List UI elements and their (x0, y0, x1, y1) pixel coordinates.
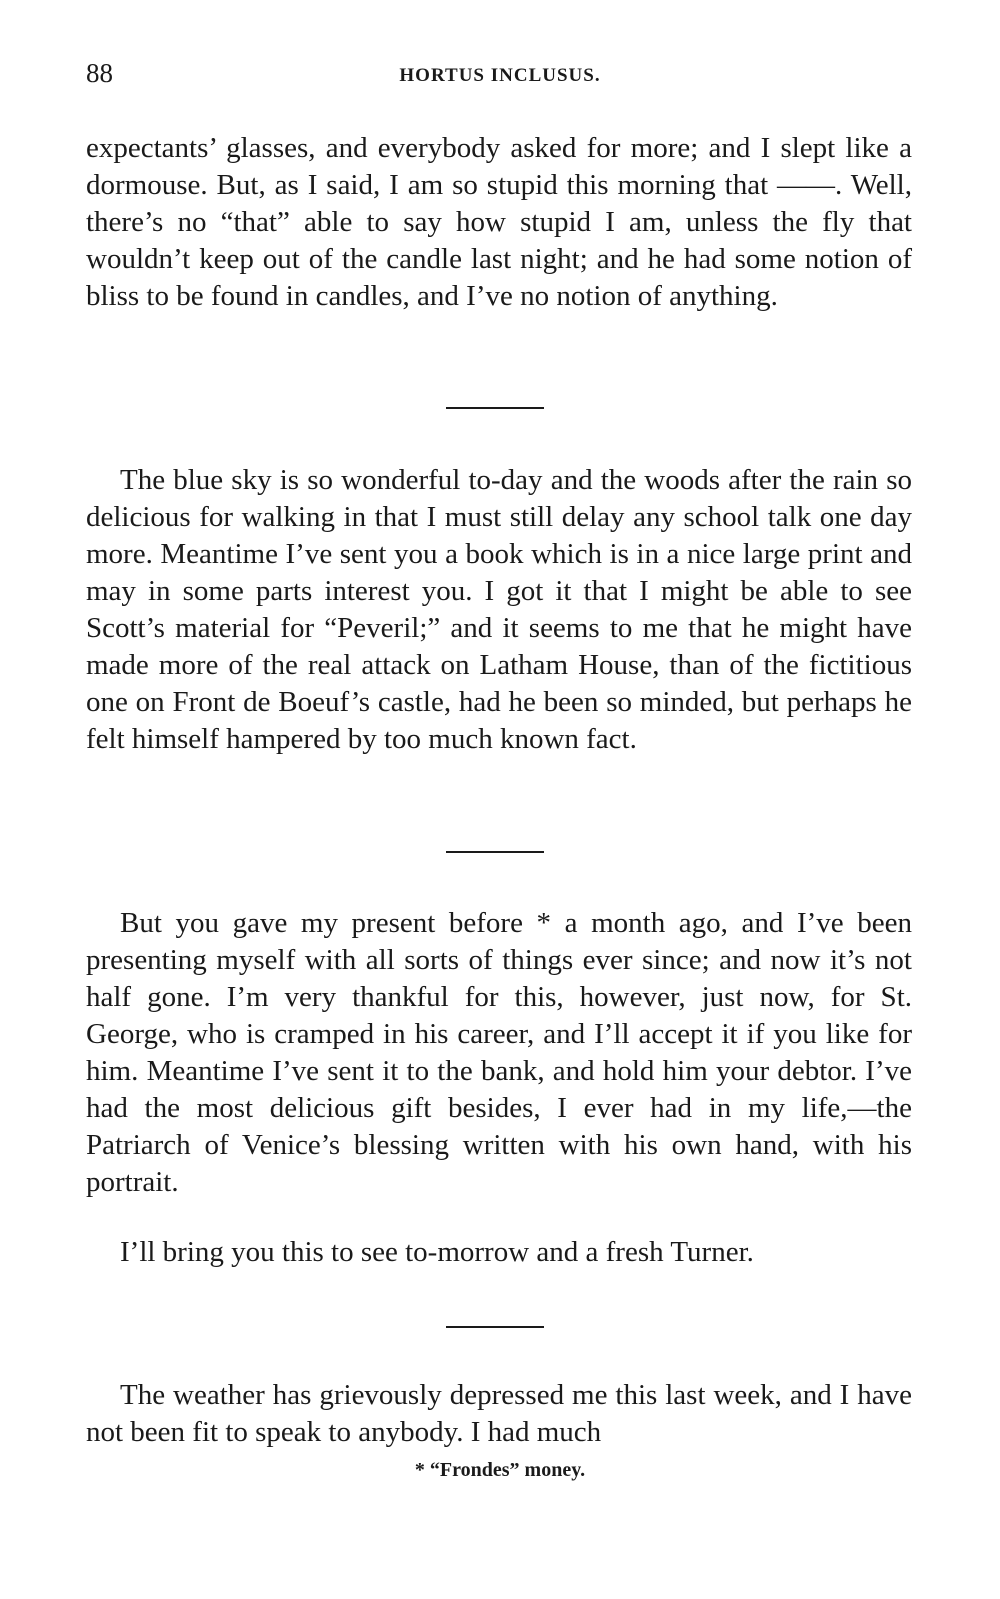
paragraph-3: But you gave my present before * a month ago, and I’ve been presenting myself with all sorts of things ever since; and now it’s not half gone. I’m very thankful for this, however, just now, for St. George, who is cramped in his career, and I’ll accept it if you like for him. Meantime I’ve sent it to the bank, and hold him your debtor. I’ve had the most delicious gift besides, I ever had in my life,—the Patriarch of Venice’s blessing written with his own hand, with his portrait. (86, 907, 912, 1198)
paragraph-1: expectants’ glasses, and everybody asked for more; and I slept like a dormouse. But, as I said, I am so stupid this morning that ——. Well, there’s no “that” able to say how stupid I am, unless the fly that wouldn’t keep out of the candle last night; and he had some notion of bliss to be found in candles, and I’ve no notion of anything. (86, 132, 912, 312)
section-divider (446, 407, 544, 409)
page-number: 88 (86, 58, 113, 88)
paragraph-4: I’ll bring you this to see to-morrow and a fresh Turner. (120, 1236, 754, 1268)
paragraph-2: The blue sky is so wonderful to-day and the woods after the rain so delicious for walking in that I must still delay any school talk one day more. Meantime I’ve sent you a book which is in a nice large print and may in some parts interest you. I got it that I might be able to see Scott’s material for “Peveril;” and it seems to me that he might have made more of the real attack on Latham House, than of the fictitious one on Front de Boeuf’s castle, had he been so minded, but perhaps he felt himself hampered by too much known fact. (86, 464, 912, 755)
section-divider (446, 851, 544, 853)
section-divider (446, 1326, 544, 1328)
footnote: * “Frondes” money. (414, 1459, 586, 1481)
running-title: HORTUS INCLUSUS. (399, 65, 601, 86)
paragraph-5: The weather has grievously depressed me this last week, and I have not been fit to speak to anybody. I had much (86, 1379, 912, 1448)
